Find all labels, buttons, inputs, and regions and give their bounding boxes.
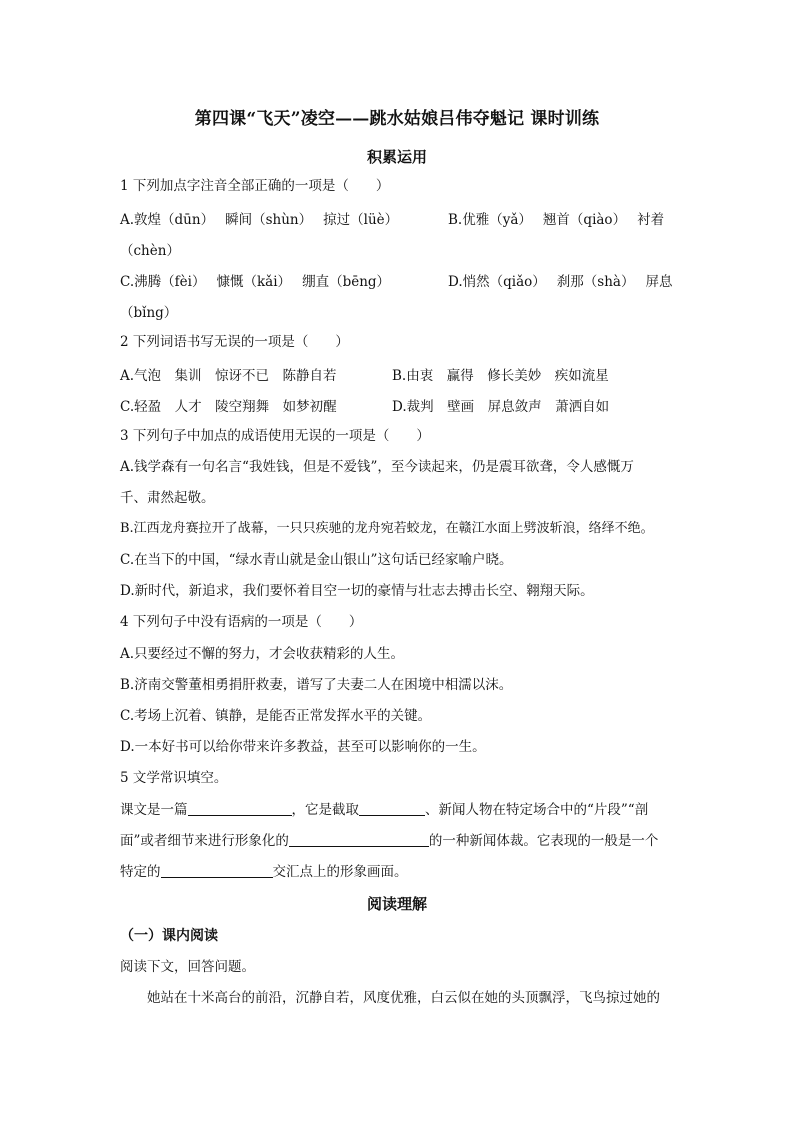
fill-blank-4[interactable]: [161, 863, 273, 878]
q1-option-a: A.敦煌（dūn） 瞬间（shùn） 掠过（lüè）: [120, 212, 399, 228]
q2-option-d: D.裁判 壁画 屏息敛声 萧洒自如: [392, 399, 610, 415]
question-1-stem: 1 下列加点字注音全部正确的一项是（ ）: [120, 178, 390, 194]
q4-option-b: B.济南交警董相勇捐肝救妻，谱写了夫妻二人在困境中相濡以沫。: [120, 677, 513, 693]
q2-option-c: C.轻盈 人才 陵空翔舞 如梦初醒: [120, 399, 337, 415]
reading-instruction: 阅读下文，回答问题。: [120, 959, 255, 975]
question-3-stem: 3 下列句子中加点的成语使用无误的一项是（ ）: [120, 428, 430, 444]
q5-text: 特定的: [120, 864, 161, 880]
question-2-stem: 2 下列词语书写无误的一项是（ ）: [120, 334, 349, 350]
q5-text: 面”或者细节来进行形象化的: [120, 833, 289, 849]
q4-option-a: A.只要经过不懈的努力，才会收获精彩的人生。: [120, 646, 405, 662]
q1-option-b: B.优雅（yǎ） 翘首（qiào） 衬着: [448, 212, 665, 228]
q5-line-2: [120, 831, 676, 851]
part-heading-in-class-reading: （一）课内阅读: [120, 928, 218, 944]
q3-option-a-continued: 千、肃然起敬。: [120, 490, 215, 506]
q1-option-b-continued: （chèn）: [120, 243, 180, 259]
q5-text: 、新闻人物在特定场合中的“片段”“剖: [425, 802, 649, 818]
section-heading-reading: 阅读理解: [366, 895, 427, 913]
question-4-stem: 4 下列句子中没有语病的一项是（ ）: [120, 614, 363, 630]
q4-option-d: D.一本好书可以给你带来许多教益，甚至可以影响你的一生。: [120, 739, 486, 755]
q3-option-a: A.钱学森有一句名言“我姓钱，但是不爱钱”，至今读起来，仍是震耳欲聋，令人感慨万: [120, 459, 634, 475]
q4-option-c: C.考场上沉着、镇静，是能否正常发挥水平的关键。: [120, 708, 432, 724]
q1-option-c: C.沸腾（fèi） 慷慨（kǎi） 绷直（bēng）: [120, 274, 391, 290]
q1-option-d-continued: （bǐng）: [120, 305, 178, 321]
q3-option-c: C.在当下的中国，“绿水青山就是金山银山”这句话已经家喻户晓。: [120, 552, 513, 568]
q5-text: ，它是截取: [291, 802, 359, 818]
q3-option-d: D.新时代，新追求，我们要怀着目空一切的豪情与壮志去搏击长空、翱翔天际。: [120, 583, 594, 599]
q2-option-a: A.气泡 集训 惊讶不已 陈静自若: [120, 368, 337, 384]
question-5-stem: 5 文学常识填空。: [120, 770, 228, 786]
q1-option-d: D.悄然（qiǎo） 刹那（shà） 屏息: [448, 274, 673, 290]
q2-option-b: B.由衷 赢得 修长美妙 疾如流星: [392, 368, 609, 384]
q5-line-1: [120, 800, 676, 820]
fill-blank-2[interactable]: [359, 801, 425, 816]
q5-text: 交汇点上的形象画面。: [272, 864, 408, 880]
section-heading-accumulation: 积累运用: [366, 148, 427, 166]
reading-passage-line: 她站在十米高台的前沿，沉静自若，风度优雅，白云似在她的头顶飘浮，飞鸟掠过她的: [120, 990, 660, 1006]
q5-text: 课文是一篇: [120, 802, 188, 818]
q5-line-3: [120, 862, 676, 882]
q3-option-b: B.江西龙舟赛拉开了战幕，一只只疾驰的龙舟宛若蛟龙，在赣江水面上劈波斩浪，络绎不绝。: [120, 521, 654, 536]
fill-blank-3[interactable]: [289, 832, 429, 847]
page-title: 第四课“飞天”凌空——跳水姑娘吕伟夺魁记 课时训练: [194, 109, 600, 129]
fill-blank-1[interactable]: [188, 801, 292, 816]
q5-text: 的一种新闻体裁。它表现的一般是一个: [428, 833, 659, 849]
